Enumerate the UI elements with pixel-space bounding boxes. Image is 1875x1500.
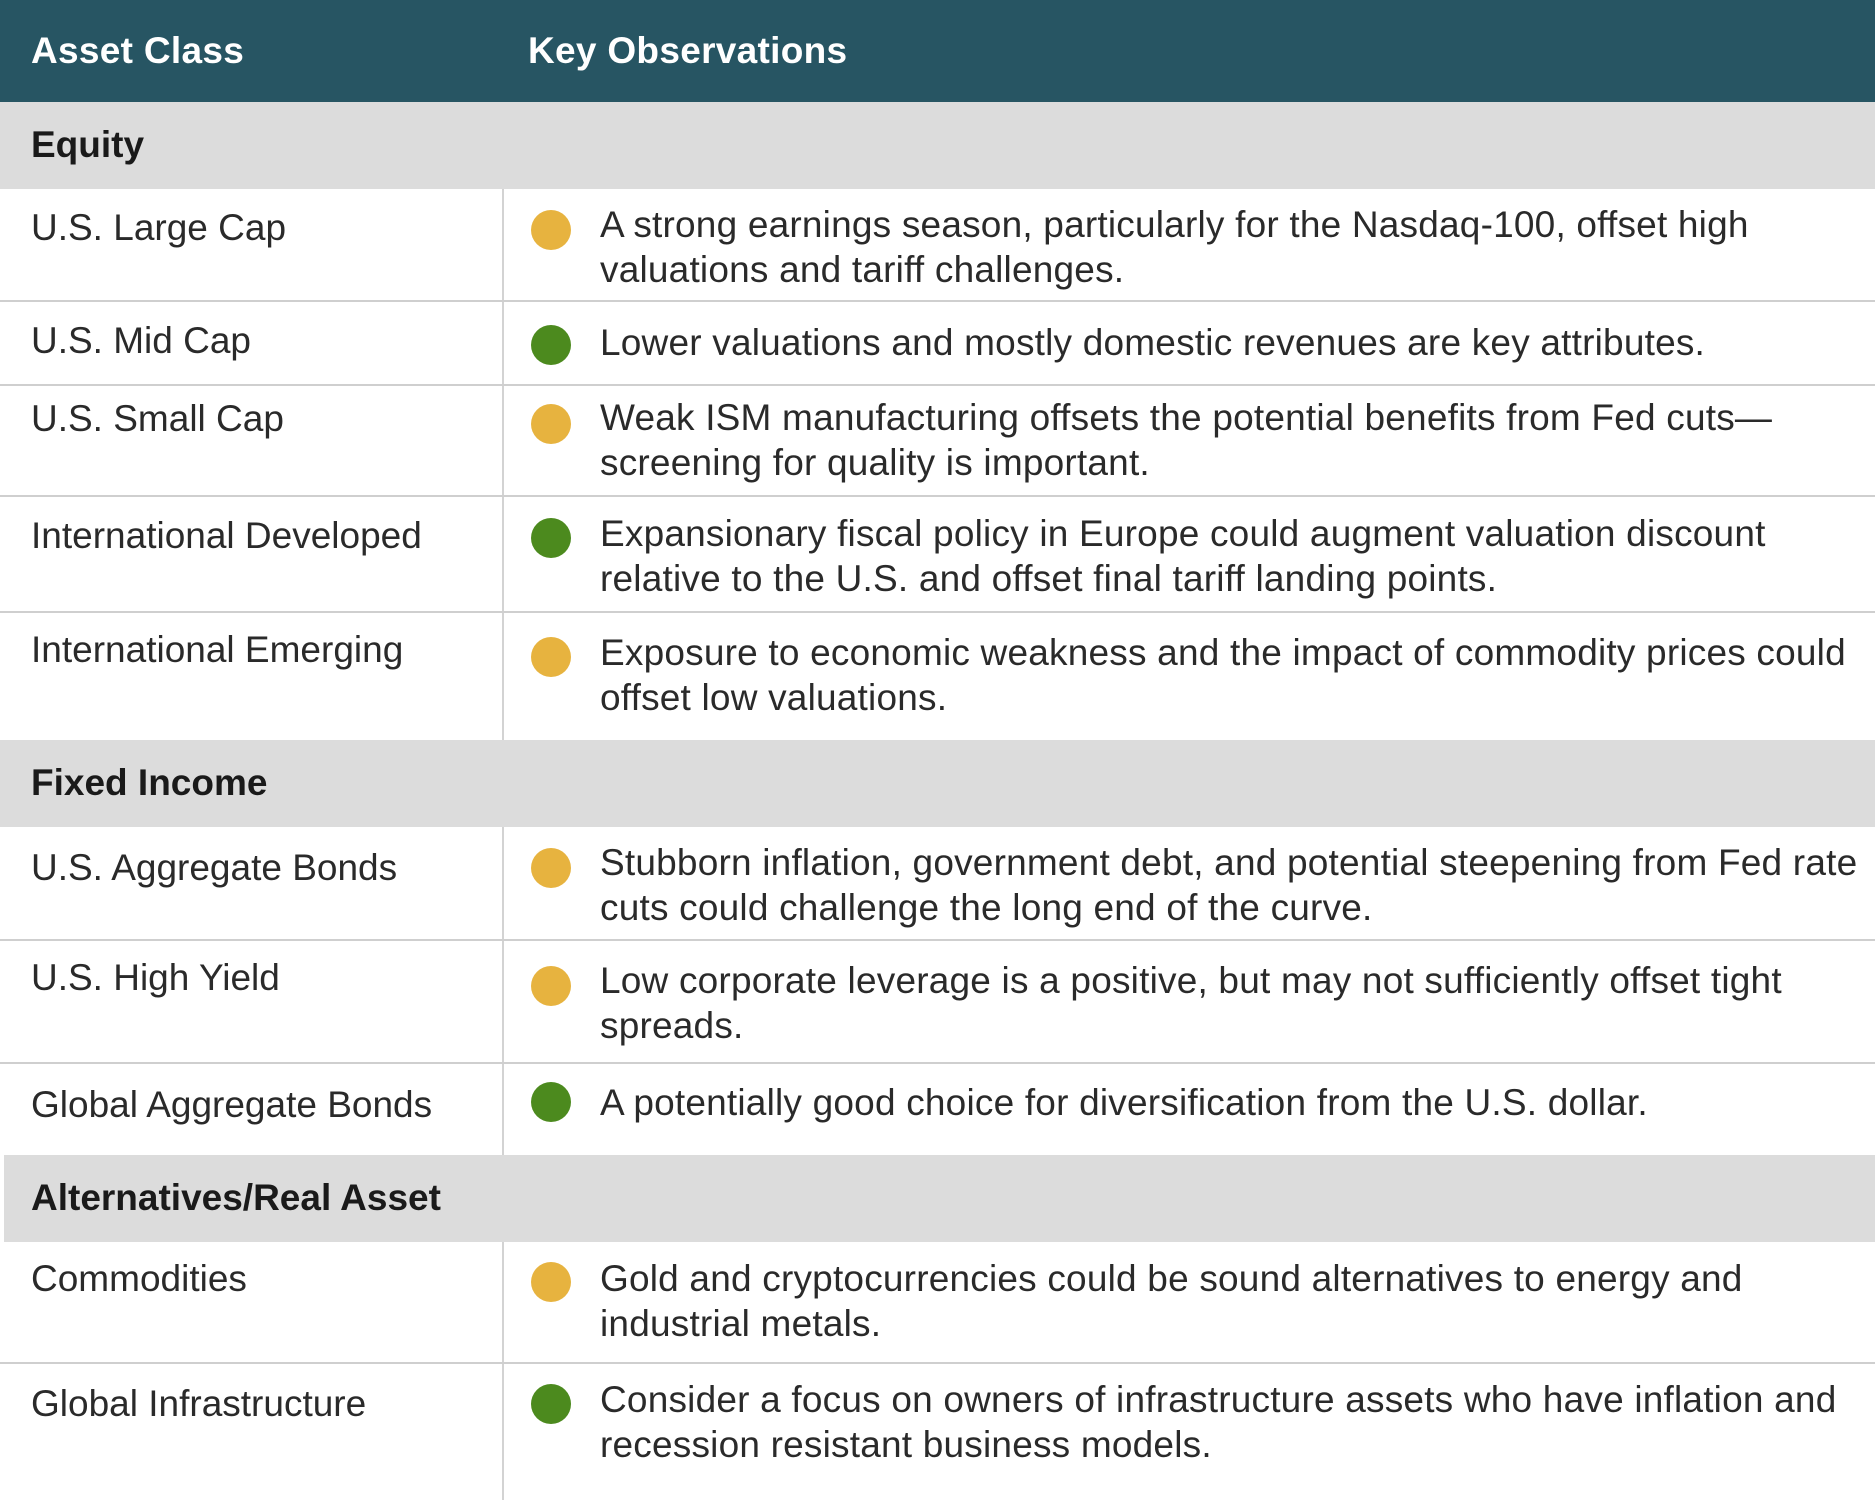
section-header	[0, 102, 1875, 189]
header-asset-class: Asset Class	[31, 30, 245, 71]
observation-text: Exposure to economic weakness and the impact of commodity prices could offset low valuations.	[600, 632, 1846, 718]
status-dot-neutral	[531, 637, 571, 677]
column-divider	[502, 386, 504, 495]
asset-name: U.S. Small Cap	[31, 398, 284, 439]
section-title: Alternatives/Real Asset	[31, 1177, 441, 1218]
status-dot-positive	[531, 1082, 571, 1122]
asset-name: Global Aggregate Bonds	[31, 1084, 433, 1125]
status-dot-neutral	[531, 404, 571, 444]
asset-name: U.S. Large Cap	[31, 207, 287, 248]
table-row	[0, 1242, 1875, 1364]
observation-text: Stubborn inflation, government debt, and potential steepening from Fed rate cuts could challenge the long end of the curve.	[600, 842, 1858, 928]
table-row	[0, 1064, 1875, 1155]
table-row	[0, 941, 1875, 1064]
column-divider	[502, 1364, 504, 1500]
table-row	[0, 827, 1875, 941]
section-title: Equity	[31, 124, 145, 165]
asset-name: U.S. High Yield	[31, 957, 280, 998]
asset-name: Global Infrastructure	[31, 1383, 367, 1424]
column-divider	[502, 302, 504, 384]
observation-text: A potentially good choice for diversification from the U.S. dollar.	[600, 1082, 1648, 1123]
asset-name: U.S. Aggregate Bonds	[31, 847, 398, 888]
column-divider	[502, 1064, 504, 1155]
table-row	[0, 497, 1875, 613]
status-dot-neutral	[531, 1262, 571, 1302]
observation-text: A strong earnings season, particularly for the Nasdaq-100, offset high valuations and tariff challenges.	[600, 204, 1749, 290]
column-divider	[502, 827, 504, 939]
asset-name: U.S. Mid Cap	[31, 320, 252, 361]
status-dot-positive	[531, 1384, 571, 1424]
observation-text: Lower valuations and mostly domestic revenues are key attributes.	[600, 322, 1706, 363]
status-dot-positive	[531, 325, 571, 365]
table-row	[0, 189, 1875, 302]
status-dot-neutral	[531, 210, 571, 250]
section-title: Fixed Income	[31, 762, 268, 803]
column-divider	[502, 613, 504, 740]
column-divider	[502, 189, 504, 300]
observation-text: Consider a focus on owners of infrastructure assets who have inflation and recession resistant business models.	[600, 1379, 1837, 1465]
column-divider	[502, 941, 504, 1062]
status-dot-neutral	[531, 848, 571, 888]
column-divider	[502, 1242, 504, 1362]
section-header	[4, 1155, 1875, 1242]
header-key-observations: Key Observations	[528, 30, 848, 71]
observation-text: Gold and cryptocurrencies could be sound alternatives to energy and industrial metals.	[600, 1258, 1743, 1344]
table-row	[0, 302, 1875, 386]
observation-text: Weak ISM manufacturing offsets the potential benefits from Fed cuts—screening for quality is important.	[600, 397, 1773, 483]
table-row	[0, 386, 1875, 497]
table-row	[0, 613, 1875, 740]
table-header	[0, 0, 1875, 102]
asset-name: International Developed	[31, 515, 422, 556]
column-divider	[502, 497, 504, 611]
observation-text: Expansionary fiscal policy in Europe could augment valuation discount relative to the U.S. and offset final tariff landing points.	[600, 513, 1766, 599]
table-row	[0, 1364, 1875, 1500]
status-dot-neutral	[531, 966, 571, 1006]
asset-name: Commodities	[31, 1258, 247, 1299]
section-header	[0, 740, 1875, 827]
asset-name: International Emerging	[31, 629, 404, 670]
observation-text: Low corporate leverage is a positive, but may not sufficiently offset tight spreads.	[600, 960, 1782, 1046]
status-dot-positive	[531, 518, 571, 558]
